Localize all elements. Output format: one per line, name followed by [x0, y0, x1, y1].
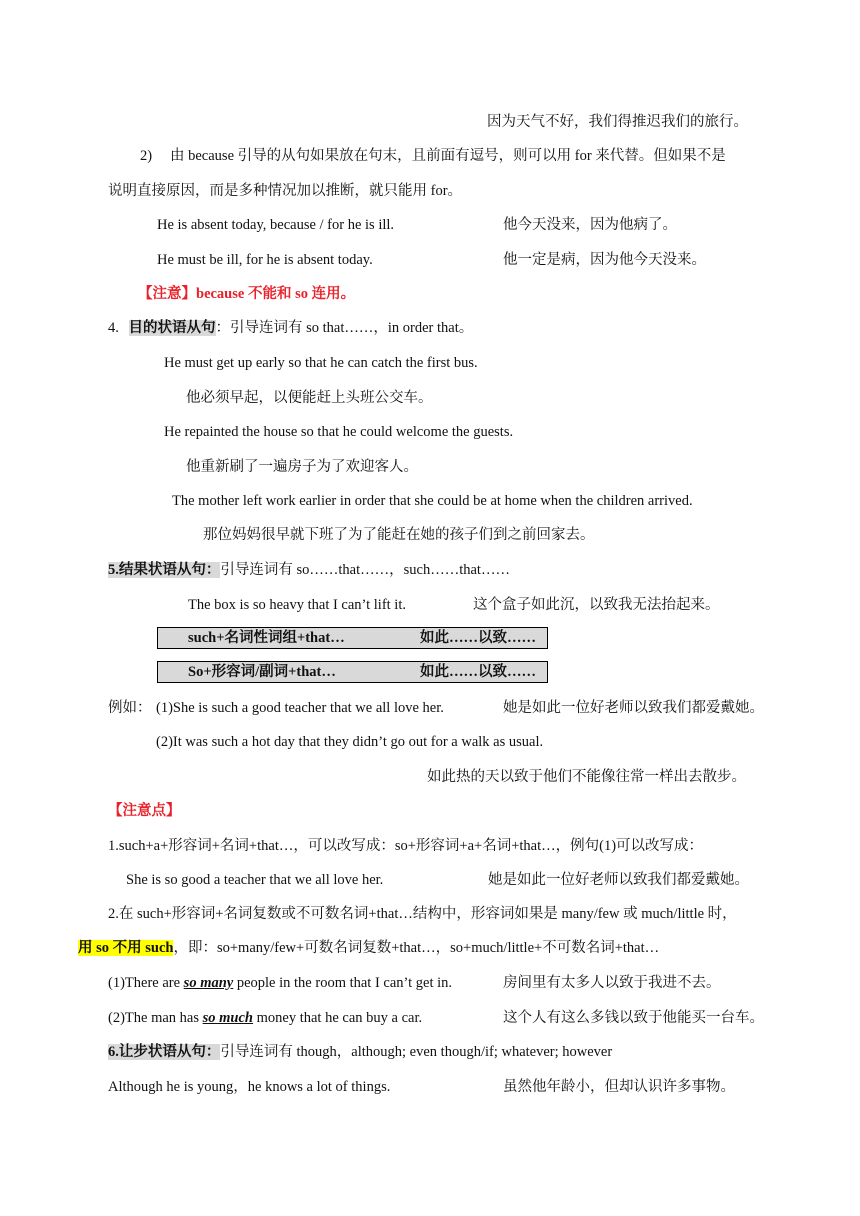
example-zh: 他一定是病，因为他今天没来。: [503, 252, 706, 268]
section-number: 4.: [108, 320, 119, 336]
note-heading: 【注意点】: [108, 803, 181, 819]
text-line: 因为天气不好，我们得推迟我们的旅行。: [487, 114, 748, 130]
note-heading: 【注意】because 不能和 so 连用。: [138, 286, 356, 302]
text-span: (1)There are: [108, 975, 184, 991]
emphasis-span: so much: [202, 1010, 253, 1026]
example-en: [108, 973, 452, 993]
example-zh: 如此热的天以致于他们不能像往常一样出去散步。: [427, 769, 746, 785]
example-en: Although he is young，he knows a lot of things.: [108, 1079, 391, 1095]
pattern-box: [157, 627, 548, 649]
emphasis-span: so many: [183, 975, 234, 991]
text-line: 由 because 引导的从句如果放在句末，且前面有逗号，则可以用 for 来代替。但如果不是: [170, 148, 726, 164]
example-en: The mother left work earlier in order that she could be at home when the children arrived.: [172, 493, 693, 509]
example-zh: 她是如此一位好老师以致我们都爱戴她。: [488, 872, 749, 888]
example-label: 例如：: [108, 700, 152, 716]
example-zh: 房间里有太多人以致于我进不去。: [503, 975, 721, 991]
pattern-meaning: 如此……以致……: [420, 630, 536, 646]
text-line: 说明直接原因，而是多种情况加以推断，就只能用 for。: [108, 183, 463, 199]
pattern-formula: such+名词性词组+that…: [188, 630, 345, 646]
section-text: 引导连词有 so……that……，such……that……: [220, 562, 510, 578]
example-zh: 他必须早起，以便能赶上头班公交车。: [186, 390, 433, 406]
example-zh: 那位妈妈很早就下班了为了能赶在她的孩子们到之前回家去。: [203, 527, 595, 543]
text-span: (2)The man has: [108, 1010, 203, 1026]
section-4-heading: [108, 318, 473, 338]
example-zh: 这个盒子如此沉，以致我无法抬起来。: [473, 597, 720, 613]
text-line: [78, 938, 659, 958]
section-title: 5.结果状语从句：: [108, 562, 221, 578]
example-en: He must be ill, for he is absent today.: [157, 252, 373, 268]
section-text: 引导连词有 though，although; even though/if; whatever; however: [220, 1044, 613, 1060]
pattern-formula: So+形容词/副词+that…: [188, 664, 336, 680]
section-title: 目的状语从句: [128, 320, 216, 336]
example-zh: 他今天没来，因为他病了。: [503, 217, 677, 233]
example-zh: 虽然他年龄小，但却认识许多事物。: [503, 1079, 735, 1095]
example-zh: 这个人有这么多钱以致于他能买一台车。: [503, 1010, 764, 1026]
section-title: 6.让步状语从句：: [108, 1044, 221, 1060]
section-5-heading: [108, 560, 510, 580]
example-en: (1)She is such a good teacher that we all love her.: [156, 700, 444, 716]
example-en: He must get up early so that he can catch the first bus.: [164, 355, 478, 371]
pattern-meaning: 如此……以致……: [420, 664, 536, 680]
example-en: The box is so heavy that I can’t lift it.: [188, 597, 406, 613]
example-en: She is so good a teacher that we all love her.: [126, 872, 384, 888]
section-6-heading: [108, 1042, 612, 1062]
section-text: ：引导连词有 so that……，in order that。: [215, 320, 474, 336]
text-line: 2.在 such+形容词+名词复数或不可数名词+that…结构中，形容词如果是 many/few 或 much/little 时，: [108, 906, 737, 922]
highlighted-rule: 用 so 不用 such: [78, 940, 174, 956]
example-en: He repainted the house so that he could welcome the guests.: [164, 424, 514, 440]
example-zh: 他重新刷了一遍房子为了欢迎客人。: [186, 459, 418, 475]
example-zh: 她是如此一位好老师以致我们都爱戴她。: [503, 700, 764, 716]
example-en: [108, 1008, 422, 1028]
pattern-box: [157, 661, 548, 683]
text-span: money that he can buy a car.: [253, 1010, 423, 1026]
list-number: 2): [140, 148, 153, 164]
rule-text: ，即：so+many/few+可数名词复数+that…，so+much/little+不可数名词+that…: [173, 940, 660, 956]
example-en: (2)It was such a hot day that they didn’t go out for a walk as usual.: [156, 734, 544, 750]
example-en: He is absent today, because / for he is ill.: [157, 217, 395, 233]
text-span: people in the room that I can’t get in.: [233, 975, 453, 991]
text-line: 1.such+a+形容词+名词+that…，可以改写成：so+形容词+a+名词+that…，例句(1)可以改写成：: [108, 838, 704, 854]
